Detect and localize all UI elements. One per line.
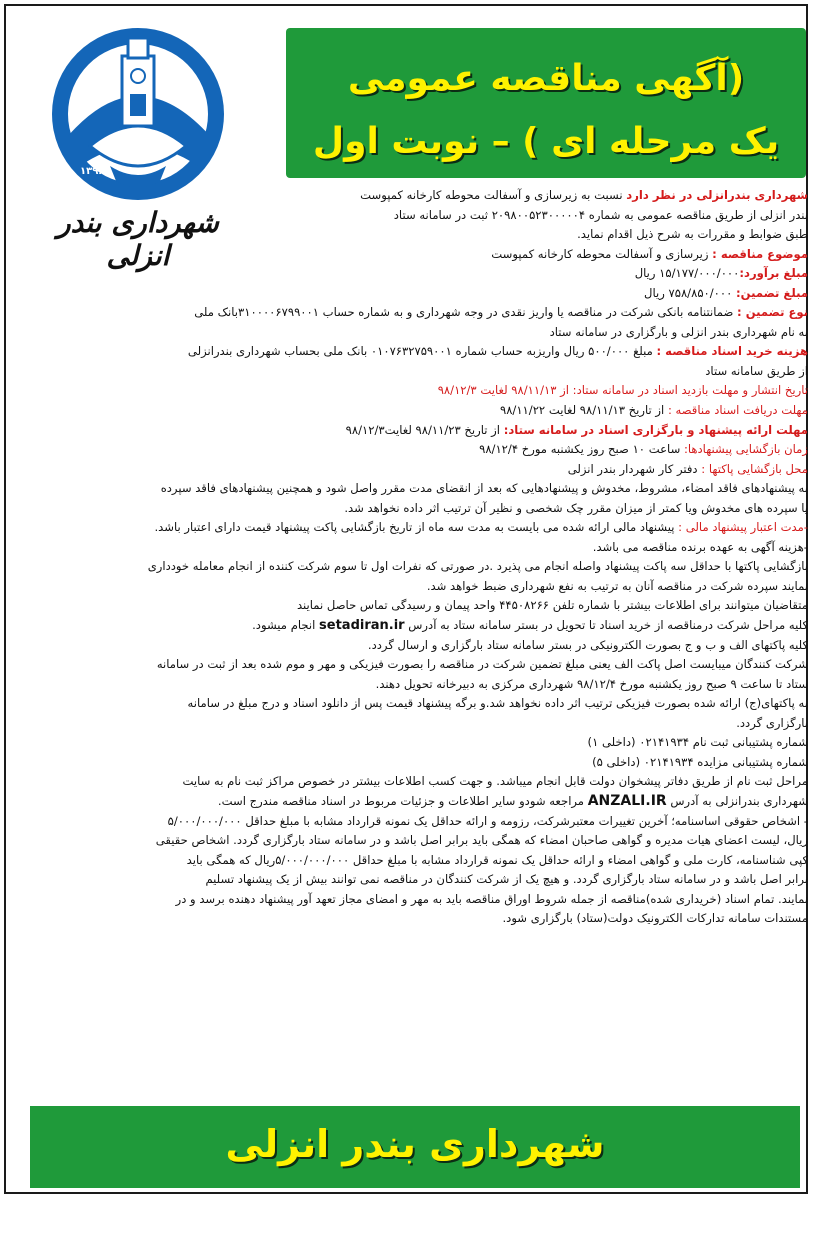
intro-line-1 (16, 186, 808, 206)
doc-cost-label: هزینه خرید اسناد مناقصه : (656, 344, 808, 359)
guarantee-type-line-2: به نام شهرداری بندر انزلی و بارگزاری در سامانه ستاد (549, 324, 808, 339)
rule-3a: شرکت کنندگان میبایست اصل پاکت الف یعنی مبلغ تضمین شرکت در مناقصه را بصورت فیزیکی و مهر و موم شده بعد از ثبت در سامانه (156, 657, 808, 672)
rule-2b: نمایند سپرده شرکت در مناقصه آنان به ترتیب به نفع شهرداری ضبط خواهد شد. (426, 578, 808, 593)
intro-red: شهرداری بندرانزلی در نظر دارد (626, 188, 808, 202)
envelopes-line: کلیه پاکتهای الف و ب و ج بصورت الکترونیکی در بستر سامانه ستاد بارگزاری و ارسال گردد. (367, 637, 808, 652)
receive-value: از تاریخ ۹۸/۱۱/۱۳ لغایت ۹۸/۱۱/۲۲ (499, 403, 668, 418)
doc-cost-line-2: از طریق سامانه ستاد (705, 363, 808, 378)
submit-line (16, 421, 808, 441)
validity-label: -مدت اعتبار پیشنهاد مالی : (678, 520, 808, 535)
opening-place-value: دفتر کار شهردار بندر انزلی (567, 461, 702, 476)
submit-label: مهلت ارائه پیشنهاد و بارگزاری اسناد در سامانه ستاد: (503, 422, 808, 437)
legal-line-2: ریال، لیست اعضای هیات مدیره و گواهی صاحبان امضاء که همگی باید برابر اصل باشد و در سامانه ستاد بارگزاری گردد. اشخاص حقیقی (155, 833, 808, 848)
guarantee-type-line-1 (16, 303, 808, 323)
estimate-label: مبلغ برآورد: (739, 266, 808, 281)
legal-line-5: نمایند. تمام اسناد (خریداری شده)مناقصه از جمله شروط اوراق مناقصه باید به مهر و امضای مجاز تعهد آور پیشنهاد دهنده برسد و در (175, 891, 808, 906)
register-line-1: مراحل ثبت نام از طریق دفاتر پیشخوان دولت قابل انجام میباشد. و جهت کسب اطلاعات بیشتر در خصوص مراکز ثبت نام به سایت (182, 774, 808, 789)
guarantee-line (16, 284, 808, 304)
footer-title: شهرداری بندر انزلی (225, 1122, 605, 1166)
legal-line-3: کپی شناسنامه، کارت ملی و گواهی امضاء و ارائه حداقل یک نمونه قرارداد مشابه با مبلغ حداقل ۵/۰۰۰/۰۰۰/۰۰۰ریال که همگی باید (186, 852, 808, 867)
guarantee-label: مبلغ تضمین: (736, 285, 808, 300)
stages-line (16, 616, 808, 636)
intro-line-2: بندر انزلی از طریق مناقصه عمومی به شماره ۲۰۹۸۰۰۵۲۳۰۰۰۰۰۴ ثبت در سامانه ستاد (393, 207, 808, 222)
legal-line-6: مستندات سامانه تدارکات الکترونیک دولت(ستاد) بارگزاری شود. (502, 911, 808, 926)
contact-line: متقاضیان میتوانند برای اطلاعات بیشتر با شماره تلفن ۴۴۵۰۸۲۶۶ واحد پیمان و رسیدگی تماس حاصل نمایند (296, 598, 808, 613)
publish-date-line: تاریخ انتشار و مهلت بازدید اسناد در سامانه ستاد: از ۹۸/۱۱/۱۳ لغایت ۹۸/۱۲/۳ (437, 383, 808, 398)
title-banner (286, 28, 806, 178)
opening-place-label: محل بازگشایی پاکتها : (701, 461, 808, 476)
rule-4a: به پاکتهای(ج) ارائه شده بصورت فیزیکی ترتیب اثر داده نخواهد شد.و برگه پیشنهاد قیمت پس از دانلود اسناد و درج مبلغ در سامانه (187, 696, 808, 711)
ad-cost-line: -هزینه آگهی به عهده برنده مناقصه می باشد. (592, 539, 808, 554)
submit-value: از تاریخ ۹۸/۱۱/۲۳ لغایت۹۸/۱۲/۳ (345, 422, 504, 437)
subject-line (16, 245, 808, 265)
doc-cost-value-1: مبلغ ۵۰۰/۰۰۰ ریال واریزبه حساب شماره ۰۱۰۷۶۳۲۷۵۹۰۰۱ بانک ملی بحساب شهرداری بندرانزلی (187, 344, 657, 359)
guarantee-type-value-1: ضمانتنامه بانکی شرکت در مناقصه یا واریز نقدی در وجه شهرداری و به شماره حساب ۳۱۰۰۰۰۶۷۹۹۰۰۱بانک ملی (194, 305, 738, 320)
title-line-2: یک مرحله ای ) – نوبت اول (312, 121, 780, 162)
guarantee-value: ۷۵۸/۸۵۰/۰۰۰ ریال (644, 285, 737, 300)
setadiran-link[interactable]: setadiran.ir (319, 618, 405, 634)
validity-line (16, 518, 808, 538)
footer-banner (30, 1106, 800, 1188)
stages-text-a: کلیه مراحل شرکت درمناقصه از خرید اسناد تا تحویل در بستر سامانه ستاد به آدرس (404, 618, 808, 633)
register-text-2: مراجعه شودو سایر اطلاعات و جزئیات مربوط در اسناد مناقصه مندرج است. (217, 793, 588, 808)
estimate-value: ۱۵/۱۷۷/۰۰۰/۰۰۰ ریال (634, 266, 740, 281)
estimate-line (16, 264, 808, 284)
subject-value: زیرسازی و آسفالت محوطه کارخانه کمپوست (491, 246, 713, 261)
rule-3b: ستاد تا ساعت ۹ صبح روز یکشنبه مورخ ۹۸/۱۲/۴ شهرداری مرکزی به دبیرخانه تحویل دهند. (375, 676, 808, 691)
legal-line-1: - اشخاص حقوقی اساسنامه؛ آخرین تغییرات معتبرشرکت، رزومه و ارائه حداقل یک نمونه قرارداد مشابه با مبلغ حداقل ۵/۰۰۰/۰۰۰/۰۰۰ (167, 813, 808, 828)
receive-label: مهلت دریافت اسناد مناقصه : (667, 403, 808, 418)
opening-time-label: زمان بازگشایی پیشنهادها: (683, 442, 808, 457)
receive-line (16, 401, 808, 421)
intro-line-3: طبق ضوابط و مقررات به شرح ذیل اقدام نماید. (577, 227, 808, 242)
intro-text-1: نسبت به زیرسازی و آسفالت محوطه کارخانه کمپوست (360, 188, 627, 202)
register-text-1: شهرداری بندرانزلی به آدرس (666, 793, 808, 808)
logo-name: شهرداری بندر انزلی (57, 206, 219, 272)
opening-time-line (16, 440, 808, 460)
notice-frame (4, 4, 808, 1194)
rule-1b: یا سپرده های مخدوش ویا کمتر از میزان مقرر چک شخصی و نظیر آن ترتیب اثر داده نخواهد شد. (344, 500, 808, 515)
subject-label: موضوع مناقصه : (712, 246, 808, 261)
opening-time-value: ساعت ۱۰ صبح روز یکشنبه مورخ ۹۸/۱۲/۴ (479, 442, 684, 457)
validity-value: پیشنهاد مالی ارائه شده می بایست به مدت سه ماه از تاریخ بازگشایی پاکت پیشنهاد قیمت دارای اعتبار باشد. (154, 520, 679, 535)
doc-cost-line-1 (16, 342, 808, 362)
support-line-2: شماره پشتیبانی مزایده ۰۲۱۴۱۹۳۴ (داخلی ۵) (592, 754, 808, 769)
anzali-link[interactable]: ANZALI.IR (587, 792, 667, 809)
guarantee-type-label: نوع تضمین : (737, 305, 808, 320)
title-line-1: (آگهی مناقصه عمومی (347, 58, 745, 99)
opening-place-line (16, 460, 808, 480)
rule-2a: بازگشایی پاکتها با حداقل سه پاکت پیشنهاد واصله انجام می پذیرد .در صورتی که نفرات اول تا سوم شرکت کننده از انجام معامله خودداری (147, 559, 808, 574)
logo-year: ۱۳۹۶ (80, 166, 105, 177)
notice-body (16, 186, 808, 1096)
support-line-1: شماره پشتیبانی ثبت نام ۰۲۱۴۱۹۳۴ (داخلی ۱) (587, 735, 808, 750)
register-line-2 (16, 792, 808, 812)
rule-4b: بارگزاری گردد. (736, 715, 808, 730)
stages-text-b: انجام میشود. (252, 618, 320, 633)
legal-line-4: برابر اصل باشد و در سامانه ستاد بارگزاری گردد. و هیچ یک از شرکت کنندگان در مناقصه نمی توانند بیش از یک پیشنهاد تسلیم (205, 872, 808, 887)
rule-1a: به پیشنهادهای فاقد امضاء، مشروط، مخدوش و پیشنهادهایی که بعد از انقضای مدت مقرر واصل شود و همچنین پیشنهادهای فاقد سپرده (160, 481, 808, 496)
